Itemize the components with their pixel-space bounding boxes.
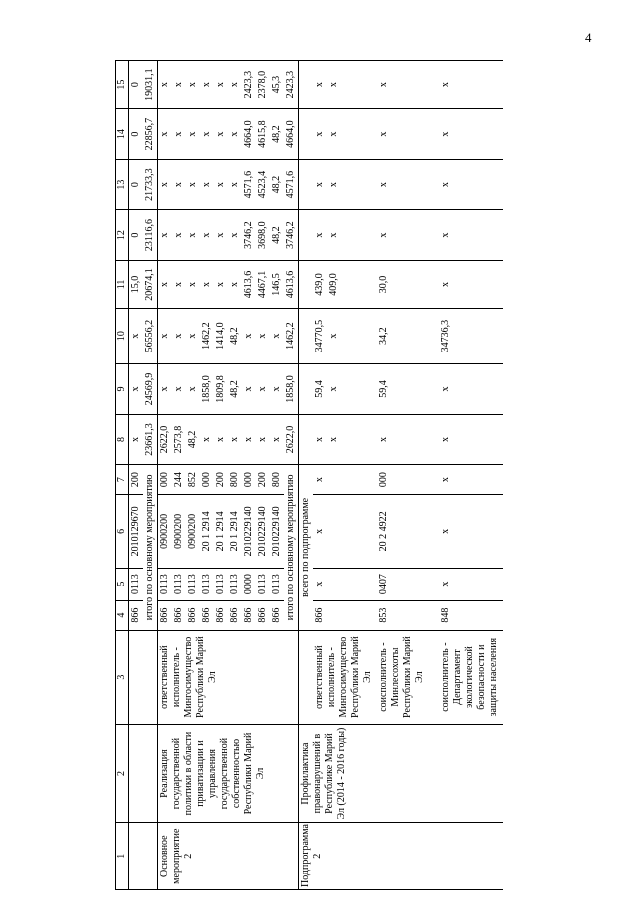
cell-value: 4571,6 bbox=[284, 159, 299, 210]
cell-value: 23116,6 bbox=[143, 210, 158, 261]
cell-grbs: 866 bbox=[172, 600, 186, 630]
cell-value: x bbox=[158, 309, 173, 364]
header-cell: 12 bbox=[116, 210, 129, 261]
cell-csr: 0900200 bbox=[158, 495, 173, 568]
cell-value: 2378,0 bbox=[256, 61, 270, 109]
cell-value: 45,3 bbox=[270, 61, 284, 109]
cell-value: 48,2 bbox=[228, 364, 242, 415]
cell-vr bbox=[327, 465, 377, 495]
cell-value: x bbox=[242, 309, 256, 364]
cell-vr: x bbox=[313, 465, 327, 495]
cell-value: x bbox=[172, 309, 186, 364]
cell-value: x bbox=[186, 61, 200, 109]
cell-vr: 000 bbox=[158, 465, 173, 495]
cell-value: x bbox=[172, 260, 186, 308]
responsible-cell: ответственный исполнитель - Мингосимущество Республики Марий Эл bbox=[313, 630, 377, 724]
cell-grbs: 866 bbox=[256, 600, 270, 630]
cell-value: 20674,1 bbox=[143, 260, 158, 308]
cell-value: x bbox=[200, 210, 214, 261]
cell-value: x bbox=[172, 159, 186, 210]
cell-csr: 20 1 2914 bbox=[214, 495, 228, 568]
cell-value: x bbox=[439, 210, 503, 261]
responsible-cell: соисполнитель - Минлесохоты Республики Марий Эл bbox=[377, 630, 439, 724]
cell-value: 4613,6 bbox=[242, 260, 256, 308]
cell-value: x bbox=[256, 309, 270, 364]
cell-value: 2622,0 bbox=[284, 414, 299, 465]
cell-value: 4615,8 bbox=[256, 109, 270, 160]
cell-vr: 852 bbox=[186, 465, 200, 495]
cell-value: x bbox=[214, 61, 228, 109]
cell-value: 15,0 bbox=[129, 260, 144, 308]
cell-value: 3746,2 bbox=[242, 210, 256, 261]
header-cell: 5 bbox=[116, 568, 129, 600]
cell-value: 2423,3 bbox=[242, 61, 256, 109]
cell-csr: 0900200 bbox=[186, 495, 200, 568]
cell-value: x bbox=[270, 414, 284, 465]
cell-value: x bbox=[327, 109, 377, 160]
cell-value: x bbox=[214, 210, 228, 261]
cell-value: x bbox=[200, 109, 214, 160]
cell-value: x bbox=[377, 210, 439, 261]
cell-value: 4571,6 bbox=[242, 159, 256, 210]
subprogram-name: Профилактика правонарушений в Республике Марий Эл (2014 - 2016 годы) bbox=[299, 724, 504, 823]
cell-value: x bbox=[172, 109, 186, 160]
page-number: 4 bbox=[585, 30, 592, 45]
cell-value: x bbox=[327, 364, 377, 415]
cell-rzpr: 0113 bbox=[214, 568, 228, 600]
cell-vr: 000 bbox=[377, 465, 439, 495]
cell-value: 0 bbox=[129, 109, 144, 160]
cell-value: x bbox=[214, 159, 228, 210]
header-cell: 7 bbox=[116, 465, 129, 495]
cell-rzpr: 0407 bbox=[377, 568, 439, 600]
cell-value: 1858,0 bbox=[284, 364, 299, 415]
cell-value: 59,4 bbox=[313, 364, 327, 415]
cell-value: x bbox=[270, 364, 284, 415]
cell-value: 4613,6 bbox=[284, 260, 299, 308]
cell-value: 34,2 bbox=[377, 309, 439, 364]
cell-value: x bbox=[242, 364, 256, 415]
cell-rzpr: 0113 bbox=[129, 568, 144, 600]
cell-rzpr: 0113 bbox=[158, 568, 173, 600]
cell-grbs bbox=[327, 600, 377, 630]
cell-grbs: 866 bbox=[313, 600, 327, 630]
cell-value: x bbox=[158, 61, 173, 109]
cell-value: x bbox=[313, 159, 327, 210]
cell-value: 2423,3 bbox=[284, 61, 299, 109]
cell-value: x bbox=[327, 61, 377, 109]
cell-rzpr: 0113 bbox=[228, 568, 242, 600]
cell-value: 3698,0 bbox=[256, 210, 270, 261]
cell-csr: 20 2 4922 bbox=[377, 495, 439, 568]
cell-value: x bbox=[129, 309, 144, 364]
cell-grbs: 866 bbox=[158, 600, 173, 630]
cell-csr: 0900200 bbox=[172, 495, 186, 568]
cell-value: x bbox=[158, 210, 173, 261]
cell-value: 4523,4 bbox=[256, 159, 270, 210]
cell-value: 409,0 bbox=[327, 260, 377, 308]
cell-value: x bbox=[439, 364, 503, 415]
cell-rzpr: x bbox=[439, 568, 503, 600]
cell-value: x bbox=[228, 109, 242, 160]
header-cell: 3 bbox=[116, 630, 129, 724]
cell-value: x bbox=[158, 364, 173, 415]
cell-vr: x bbox=[439, 465, 503, 495]
cell-grbs: 853 bbox=[377, 600, 439, 630]
cell-value: x bbox=[327, 210, 377, 261]
cell-rzpr: 0113 bbox=[200, 568, 214, 600]
cell-value: x bbox=[200, 260, 214, 308]
cell-grbs: 866 bbox=[270, 600, 284, 630]
cell-value: x bbox=[377, 61, 439, 109]
header-cell: 8 bbox=[116, 414, 129, 465]
cell-value: x bbox=[158, 260, 173, 308]
cell-grbs: 866 bbox=[129, 600, 144, 630]
header-cell: 15 bbox=[116, 61, 129, 109]
cell-value: 22856,7 bbox=[143, 109, 158, 160]
cell-value: x bbox=[200, 159, 214, 210]
cell-value: 1809,8 bbox=[214, 364, 228, 415]
cell-value: x bbox=[256, 364, 270, 415]
cell-csr: x bbox=[439, 495, 503, 568]
budget-table bbox=[115, 60, 503, 890]
cell-value: 0 bbox=[129, 61, 144, 109]
cell-value: x bbox=[313, 61, 327, 109]
cell-value: x bbox=[327, 159, 377, 210]
main-measure-name: Реализация государственной политики в области приватизации и управления государственной собственностью Республики Марий Эл bbox=[158, 724, 299, 823]
cell-csr: 2010229140 bbox=[270, 495, 284, 568]
cell-vr: 000 bbox=[200, 465, 214, 495]
cell-rzpr: 0113 bbox=[172, 568, 186, 600]
cell-value: 2622,0 bbox=[158, 414, 173, 465]
cell-value: x bbox=[158, 109, 173, 160]
cell-csr: 2010229140 bbox=[242, 495, 256, 568]
cell-value: 4467,1 bbox=[256, 260, 270, 308]
header-cell: 2 bbox=[116, 724, 129, 823]
cell-value: x bbox=[172, 210, 186, 261]
cell-vr: 200 bbox=[129, 465, 144, 495]
cell-value: 48,2 bbox=[270, 210, 284, 261]
cell-value: 48,2 bbox=[270, 109, 284, 160]
header-cell: 11 bbox=[116, 260, 129, 308]
cell-value: x bbox=[228, 61, 242, 109]
cell-value: x bbox=[256, 414, 270, 465]
cell-rzpr: 0113 bbox=[256, 568, 270, 600]
header-cell: 1 bbox=[116, 823, 129, 890]
cell-value: 34770,5 bbox=[313, 309, 327, 364]
header-cell: 4 bbox=[116, 600, 129, 630]
table-row-total bbox=[299, 61, 314, 890]
cell-value: 1462,2 bbox=[284, 309, 299, 364]
cell-value: x bbox=[214, 414, 228, 465]
cell-value: x bbox=[129, 414, 144, 465]
cell-value: x bbox=[327, 414, 377, 465]
cell-value: 1858,0 bbox=[200, 364, 214, 415]
cell-grbs: 866 bbox=[242, 600, 256, 630]
cell-value: 23661,3 bbox=[143, 414, 158, 465]
cell-vr: 800 bbox=[228, 465, 242, 495]
main-measure-responsible: ответственный исполнитель - Мингосимущество Республики Марий Эл bbox=[158, 630, 285, 724]
cell-value: 56556,2 bbox=[143, 309, 158, 364]
cell-value: 21733,3 bbox=[143, 159, 158, 210]
cell-value: x bbox=[172, 61, 186, 109]
cell-value: x bbox=[158, 159, 173, 210]
cell-value: x bbox=[186, 159, 200, 210]
cell-value: 19031,1 bbox=[143, 61, 158, 109]
cell-value: x bbox=[228, 210, 242, 261]
cell-vr: 244 bbox=[172, 465, 186, 495]
cell-value: 146,5 bbox=[270, 260, 284, 308]
cell-value: 3746,2 bbox=[284, 210, 299, 261]
table-row bbox=[158, 61, 173, 890]
cell-value: 59,4 bbox=[377, 364, 439, 415]
cell-value: 48,2 bbox=[228, 309, 242, 364]
header-cell: 10 bbox=[116, 309, 129, 364]
cell-value: x bbox=[172, 364, 186, 415]
cell-value: x bbox=[270, 309, 284, 364]
cell-grbs: 866 bbox=[186, 600, 200, 630]
cell-value: x bbox=[377, 109, 439, 160]
cell-value: x bbox=[129, 364, 144, 415]
total-label: итого по основному мероприятию bbox=[284, 465, 299, 630]
cell-value: 48,2 bbox=[186, 414, 200, 465]
cell-value: x bbox=[228, 260, 242, 308]
cell-value: 4664,0 bbox=[284, 109, 299, 160]
cell-value: x bbox=[242, 414, 256, 465]
cell-value: x bbox=[439, 159, 503, 210]
budget-table-sheet bbox=[115, 60, 615, 890]
cell-value: x bbox=[377, 159, 439, 210]
cell-value: x bbox=[186, 309, 200, 364]
cell-value: x bbox=[313, 414, 327, 465]
cell-csr: x bbox=[313, 495, 327, 568]
total-label: итого по основному мероприятию bbox=[143, 465, 158, 630]
cell-grbs: 848 bbox=[439, 600, 503, 630]
cell-value: x bbox=[439, 414, 503, 465]
cell-value: x bbox=[214, 109, 228, 160]
cell-rzpr bbox=[327, 568, 377, 600]
cell-grbs: 866 bbox=[228, 600, 242, 630]
cell-value: 34736,3 bbox=[439, 309, 503, 364]
cell-vr: 800 bbox=[270, 465, 284, 495]
header-row bbox=[116, 61, 129, 890]
cell-value: x bbox=[439, 109, 503, 160]
table-row bbox=[129, 61, 144, 890]
header-cell: 9 bbox=[116, 364, 129, 415]
cell-value: 439,0 bbox=[313, 260, 327, 308]
cell-value: x bbox=[313, 109, 327, 160]
cell-rzpr: 0000 bbox=[242, 568, 256, 600]
cell-value: x bbox=[186, 260, 200, 308]
header-cell: 14 bbox=[116, 109, 129, 160]
cell-value: 0 bbox=[129, 210, 144, 261]
cell-value: x bbox=[327, 309, 377, 364]
cell-csr bbox=[327, 495, 377, 568]
cell-value: x bbox=[200, 61, 214, 109]
cell-vr: 000 bbox=[242, 465, 256, 495]
cell-value: x bbox=[228, 414, 242, 465]
cell-value: x bbox=[214, 260, 228, 308]
cell-csr: 2010129670 bbox=[129, 495, 144, 568]
cell-grbs: 866 bbox=[200, 600, 214, 630]
cell-csr: 20 1 2914 bbox=[200, 495, 214, 568]
cell-value: x bbox=[313, 210, 327, 261]
cell-value: x bbox=[439, 61, 503, 109]
cell-rzpr: x bbox=[313, 568, 327, 600]
table-row-total bbox=[143, 61, 158, 890]
cell-value: x bbox=[186, 364, 200, 415]
cell-value: 1414,0 bbox=[214, 309, 228, 364]
header-cell: 13 bbox=[116, 159, 129, 210]
cell-value: x bbox=[439, 260, 503, 308]
cell-value: 1462,2 bbox=[200, 309, 214, 364]
cell-value: 4664,0 bbox=[242, 109, 256, 160]
cell-value: 30,0 bbox=[377, 260, 439, 308]
cell-value: x bbox=[228, 159, 242, 210]
cell-value: 48,2 bbox=[270, 159, 284, 210]
responsible-cell: соисполнитель - Департамент экологической безопасности и защиты населения bbox=[439, 630, 503, 724]
cell-csr: 2010229140 bbox=[256, 495, 270, 568]
total-label: всего по подпрограмме bbox=[299, 465, 314, 630]
cell-value: 24569,9 bbox=[143, 364, 158, 415]
cell-rzpr: 0113 bbox=[270, 568, 284, 600]
cell-value: x bbox=[200, 414, 214, 465]
cell-rzpr: 0113 bbox=[186, 568, 200, 600]
cell-value: 2573,8 bbox=[172, 414, 186, 465]
subprogram-status: Подпрограмма 2 bbox=[299, 823, 504, 890]
header-cell: 6 bbox=[116, 495, 129, 568]
cell-value: x bbox=[186, 109, 200, 160]
cell-value: x bbox=[186, 210, 200, 261]
cell-vr: 200 bbox=[256, 465, 270, 495]
cell-csr: 20 1 2914 bbox=[228, 495, 242, 568]
cell-vr: 200 bbox=[214, 465, 228, 495]
cell-grbs: 866 bbox=[214, 600, 228, 630]
cell-value: 0 bbox=[129, 159, 144, 210]
cell-value: x bbox=[377, 414, 439, 465]
main-measure-status: Основное мероприятие 2 bbox=[158, 823, 299, 890]
